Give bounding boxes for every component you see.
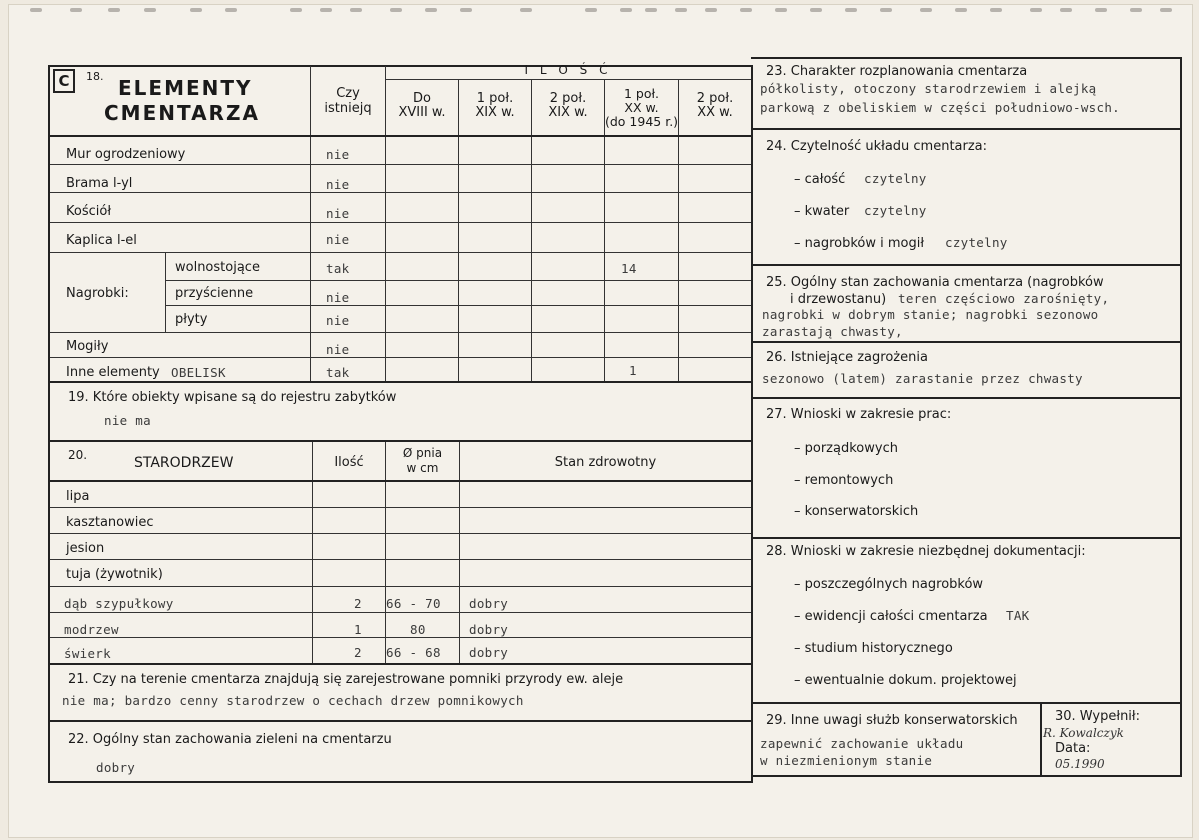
- header-period-5: 2 poł. XX w.: [696, 91, 734, 120]
- q24-value-1: czytelny: [864, 171, 927, 186]
- section-number: 18.: [86, 70, 104, 83]
- tree-health-5: dobry: [469, 596, 509, 611]
- punch-holes: [0, 8, 1199, 16]
- tree-row-4: tuja (żywotnik): [66, 567, 163, 582]
- tree-health-7: dobry: [469, 645, 509, 660]
- tree-row-1: lipa: [66, 489, 90, 504]
- q21-label: 21. Czy na terenie cmentarza znajdują się zarejestrowane pomniki przyrody ew. aleje: [68, 672, 624, 687]
- q30-name: R. Kowalczyk: [1043, 726, 1124, 740]
- q22-answer: dobry: [96, 760, 136, 775]
- exists-wall: nie: [326, 147, 350, 162]
- q25-answer-1: teren częściowo zarośnięty,: [898, 291, 1110, 306]
- section-letter: C: [58, 72, 70, 90]
- q28-tak: TAK: [1006, 608, 1030, 623]
- tree-health-6: dobry: [469, 622, 509, 637]
- q24-value-2: czytelny: [864, 203, 927, 218]
- count-other: 1: [629, 363, 637, 378]
- q25-answer-3: zarastają chwasty,: [762, 324, 903, 339]
- q25-answer-2: nagrobki w dobrym stanie; nagrobki sezonowo: [762, 307, 1099, 322]
- exists-slabs: nie: [326, 313, 350, 328]
- q21-answer: nie ma; bardzo cenny starodrzew o cechach drzew pomnikowych: [62, 693, 524, 708]
- q24-item-2: – kwater: [794, 204, 850, 219]
- tree-row-5: dąb szypułkowy: [64, 596, 174, 611]
- tree-diam-7: 66 - 68: [386, 645, 441, 660]
- tree-row-7: świerk: [64, 646, 111, 661]
- tree-diam-5: 66 - 70: [386, 596, 441, 611]
- frame-mid: [751, 65, 753, 783]
- q24-label: 24. Czytelność układu cmentarza:: [766, 139, 988, 154]
- q24-item-3: – nagrobków i mogił: [794, 236, 925, 251]
- q27-label: 27. Wnioski w zakresie prac:: [766, 407, 952, 422]
- q22-label: 22. Ogólny stan zachowania zieleni na cmentarzu: [68, 732, 392, 747]
- q30-date: 05.1990: [1055, 757, 1105, 771]
- row-label-graves: Nagrobki:: [66, 286, 129, 301]
- exists-other: tak: [326, 365, 350, 380]
- q30-date-label: Data:: [1055, 741, 1091, 756]
- row-label-wall-mounted: przyścienne: [175, 286, 254, 301]
- header-quantity: I L O Ś Ć: [524, 63, 612, 77]
- trees-col-health: Stan zdrowotny: [554, 455, 657, 470]
- frame-bottom-left: [48, 781, 753, 783]
- header-exists: Czy istniejq: [324, 86, 372, 116]
- count-freestanding: 14: [621, 261, 637, 276]
- tree-row-2: kasztanowiec: [66, 515, 154, 530]
- exists-mounds: nie: [326, 342, 350, 357]
- row-label-freestanding: wolnostojące: [175, 260, 260, 275]
- tree-row-6: modrzew: [64, 622, 119, 637]
- trees-col-count: Ilość: [334, 455, 364, 470]
- q19-label: 19. Które obiekty wpisane są do rejestru zabytków: [68, 390, 397, 405]
- q29-line1: zapewnić zachowanie układu: [760, 736, 964, 751]
- section-title-2: CMENTARZA: [104, 101, 260, 125]
- exists-wall-mounted: nie: [326, 290, 350, 305]
- trees-number: 20.: [68, 448, 88, 462]
- q23-line2: parkową z obeliskiem w części południowo-wsch.: [760, 100, 1120, 115]
- row-label-church: Kościół: [66, 204, 112, 219]
- q24-value-3: czytelny: [945, 235, 1008, 250]
- trees-col-diameter: Ø pnia w cm: [402, 446, 443, 475]
- q26-label: 26. Istniejące zagrożenia: [766, 350, 928, 365]
- q29-line2: w niezmienionym stanie: [760, 753, 933, 768]
- trees-title: STARODRZEW: [134, 455, 234, 471]
- exists-gate: nie: [326, 177, 350, 192]
- q25-label: 25. Ogólny stan zachowania cmentarza (nagrobków: [766, 275, 1104, 290]
- q24-item-1: – całość: [794, 172, 846, 187]
- header-period-1: Do XVIII w.: [398, 91, 446, 120]
- row-label-gate: Brama l-yl: [66, 176, 133, 191]
- header-period-4: 1 poł. XX w. (do 1945 r.): [605, 86, 679, 129]
- other-element-value: OBELISK: [171, 365, 226, 380]
- header-period-3: 2 poł. XIX w.: [548, 91, 588, 120]
- row-label-wall: Mur ogrodzeniowy: [66, 147, 186, 162]
- q30-label: 30. Wypełnił:: [1055, 709, 1140, 724]
- tree-diam-6: 80: [410, 622, 426, 637]
- q27-item-3: – konserwatorskich: [794, 504, 919, 519]
- section-letter-box: [53, 69, 75, 93]
- q27-item-1: – porządkowych: [794, 441, 898, 456]
- row-label-other: Inne elementy: [66, 365, 160, 380]
- tree-count-5: 2: [354, 596, 362, 611]
- q19-answer: nie ma: [104, 413, 151, 428]
- q25-label-2: i drzewostanu): [790, 292, 887, 307]
- row-label-slabs: płyty: [175, 312, 208, 327]
- tree-count-7: 2: [354, 645, 362, 660]
- section-title-1: ELEMENTY: [118, 76, 253, 100]
- header-period-2: 1 poł. XIX w.: [475, 91, 515, 120]
- exists-chapel: nie: [326, 232, 350, 247]
- q23-label: 23. Charakter rozplanowania cmentarza: [766, 64, 1028, 79]
- row-label-chapel: Kaplica l-el: [66, 233, 137, 248]
- q28-item-3: – studium historycznego: [794, 641, 953, 656]
- tree-count-6: 1: [354, 622, 362, 637]
- q28-item-1: – poszczególnych nagrobków: [794, 577, 984, 592]
- q26-answer: sezonowo (latem) zarastanie przez chwasty: [762, 371, 1083, 386]
- frame-left: [48, 65, 50, 783]
- q28-item-4: – ewentualnie dokum. projektowej: [794, 673, 1017, 688]
- q29-label: 29. Inne uwagi służb konserwatorskich: [766, 713, 1018, 728]
- exists-freestanding: tak: [326, 261, 350, 276]
- row-label-mounds: Mogiły: [66, 339, 109, 354]
- q28-label: 28. Wnioski w zakresie niezbędnej dokumentacji:: [766, 544, 1086, 559]
- tree-row-3: jesion: [66, 541, 105, 556]
- q23-line1: półkolisty, otoczony starodrzewiem i alejką: [760, 81, 1097, 96]
- exists-church: nie: [326, 206, 350, 221]
- q28-item-2: – ewidencji całości cmentarza: [794, 609, 988, 624]
- q27-item-2: – remontowych: [794, 473, 894, 488]
